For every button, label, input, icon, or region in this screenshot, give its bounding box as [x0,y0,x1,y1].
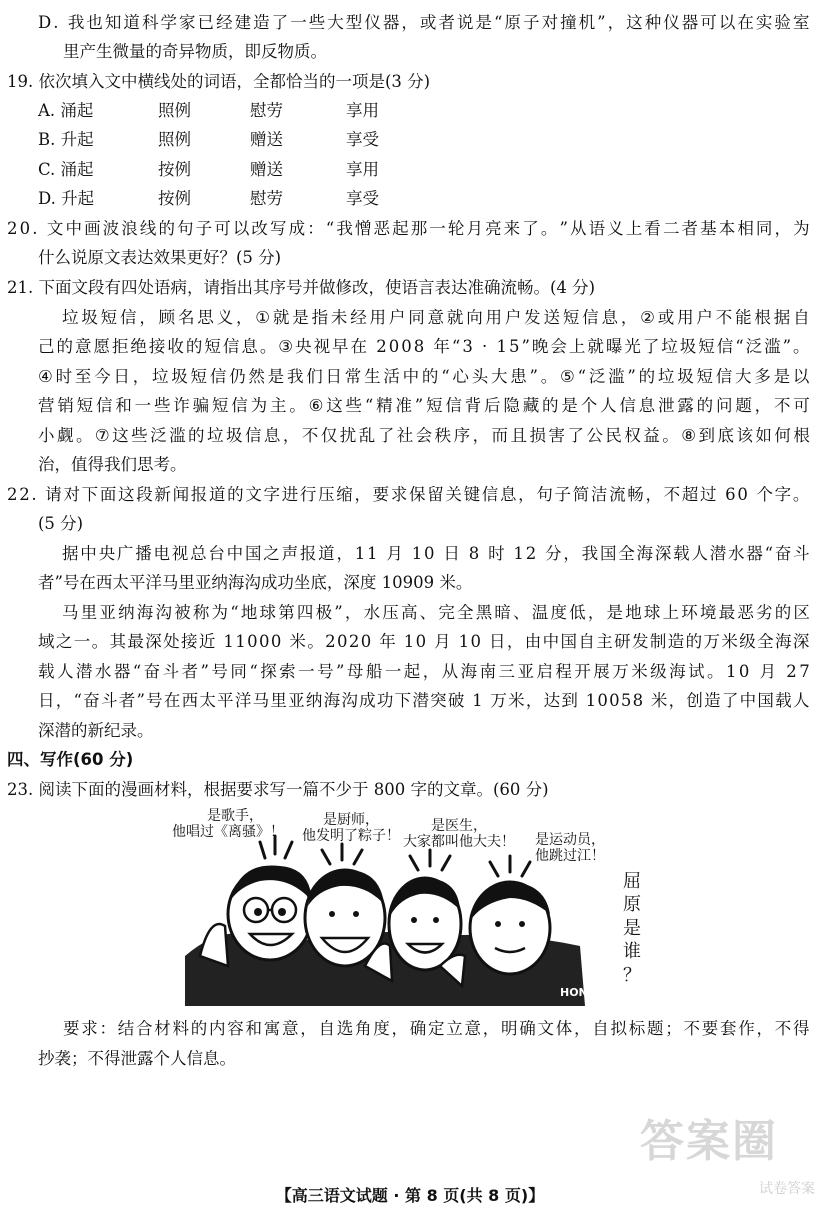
q22-para2-line: 载 人 潜 水 器 “ 奋 斗 者 ” 号 同 “ 探 索 一 号 ” 母 船 一 起 ， 从 海 南 三 亚 启 程 开 展 万 米 级 海 试 。 1 0 月 2 7 [38,662,810,681]
option-word: 享受 [346,189,379,208]
vertical-char: 原 [623,894,641,916]
option-word: 慰劳 [250,189,283,208]
q23-requirement-line1: 要 求 ： 结 合 材 料 的 内 容 和 寓 意 ， 自 选 角 度 ， 确 定 立 意 ， 明 确 文 体 ， 自 拟 标 题 ； 不 要 套 作 ， 不 得 [63,1019,810,1038]
option-word: 赠送 [250,130,283,149]
caption-line: 是歌手， [207,808,263,824]
q22-para1-line: 者”号在西太平洋马里亚纳海沟成功坐底，深度 10909 米。 [38,573,473,592]
q22-para1-line: 据 中 央 广 播 电 视 总 台 中 国 之 声 报 道 ， 1 1 月 1 0 日 8 时 1 2 分 ， 我 国 全 海 深 载 人 潜 水 器 “ 奋 斗 [62,544,810,563]
comic-vertical-question [621,870,643,987]
option-word: 赠送 [250,160,283,179]
q22-para2-line: 域 之 一 。 其 最 深 处 接 近 1 1 0 0 0 米 。 2 0 2 0 年 1 0 月 1 0 日 ， 由 中 国 自 主 研 发 制 造 的 万 米 级 全 海 深 [38,632,810,651]
q22-line2: (5 分) [38,514,84,533]
section-writing-title: 四、写作(60 分) [7,750,134,769]
q20-line1: 2 0 . 文 中 画 波 浪 线 的 句 子 可 以 改 写 成 ： “ 我 憎 恶 起 那 一 轮 月 亮 来 了 。 ” 从 语 义 上 看 二 者 基 本 相 同 ， 为 [7,219,810,238]
q21-para-line: 小 觑 。 ⑦ 这 些 泛 滥 的 垃 圾 信 息 ， 不 仅 扰 乱 了 社 会 秩 序 ， 而 且 损 害 了 公 民 权 益 。 ⑧ 到 底 该 如 何 根 [38,426,810,445]
option-word: 照例 [158,101,191,120]
option-label: D. 升起 [38,189,95,208]
option-label: B. 升起 [38,130,94,149]
watermark-subtext: 试卷答案 [759,1181,815,1197]
shirt-text: HONG [560,986,597,999]
q21-title: 21. 下面文段有四处语病，请指出其序号并做修改，使语言表达准确流畅。(4 分) [7,278,596,297]
q21-para-line: 营 销 短 信 和 一 些 诈 骗 短 信 为 主 。 ⑥ 这 些 “ 精 准 ” 短 信 背 后 隐 藏 的 是 个 人 信 息 泄 露 的 问 题 ， 不 可 [38,396,810,415]
q21-para-line: 治，值得我们思考。 [38,455,187,474]
option-word: 享受 [346,130,379,149]
q22-para2-line: 马 里 亚 纳 海 沟 被 称 为 “ 地 球 第 四 极 ” ， 水 压 高 、 完 全 黑 暗 、 温 度 低 ， 是 地 球 上 环 境 最 恶 劣 的 区 [62,603,810,622]
caption-line: 他跳过江！ [535,848,605,865]
q21-para-line: ④ 时 至 今 日 ， 垃 圾 短 信 仍 然 是 我 们 日 常 生 活 中 的 “ 心 头 大 患 ” 。 ⑤ “ 泛 滥 ” 的 垃 圾 短 信 大 多 是 以 [38,367,810,386]
q18-option-d-line1: D . 我 也 知 道 科 学 家 已 经 建 造 了 一 些 大 型 仪 器 ， 或 者 说 是 “ 原 子 对 撞 机 ” ， 这 种 仪 器 可 以 在 实 验 室 [38,13,810,32]
q22-line1: 2 2 . 请 对 下 面 这 段 新 闻 报 道 的 文 字 进 行 压 缩 ， 要 求 保 留 关 键 信 息 ， 句 子 简 洁 流 畅 ， 不 超 过 6 0 个 字 。 [7,485,810,504]
option-word: 享用 [346,160,379,179]
q22-para2-line: 日 ， “ 奋 斗 者 ” 号 在 西 太 平 洋 马 里 亚 纳 海 沟 成 功 下 潜 突 破 1 万 米 ， 达 到 1 0 0 5 8 米 ， 创 造 了 中 国 载 人 [38,691,810,710]
vertical-char: 屈 [623,871,641,892]
option-word: 慰劳 [250,101,283,120]
q23-requirement-line2: 抄袭；不得泄露个人信息。 [38,1049,236,1068]
option-word: 按例 [158,160,191,179]
page-footer: 【高三语文试题 · 第 8 页(共 8 页)】 [275,1186,545,1205]
option-word: 享用 [346,101,379,120]
option-word: 照例 [158,130,191,149]
option-word: 按例 [158,189,191,208]
caption-line: 是医生， [431,818,487,834]
caption-line: 是运动员， [535,832,605,848]
q18-option-d-line2: 里产生微量的奇异物质，即反物质。 [63,42,327,61]
vertical-char: ？ [623,964,641,986]
q20-line2: 什么说原文表达效果更好？(5 分) [38,248,282,267]
vertical-char: 是 [623,917,641,939]
q19-title: 19. 依次填入文中横线处的词语，全都恰当的一项是(3 分) [7,72,431,91]
caption-line: 是厨师， [323,812,379,828]
option-label: C. 涌起 [38,160,94,179]
q21-para-line: 垃 圾 短 信 ， 顾 名 思 义 ， ① 就 是 指 未 经 用 户 同 意 就 向 用 户 发 送 短 信 息 ， ② 或 用 户 不 能 根 据 自 [62,308,810,327]
comic-illustration [180,806,650,1006]
vertical-char: 谁 [623,941,641,963]
caption-line: 他发明了粽子！ [302,828,400,845]
q22-para2-line: 深潜的新纪录。 [38,721,154,740]
caption-line: 大家都叫他大夫！ [403,834,515,851]
option-label: A. 涌起 [38,101,94,120]
caption-line: 他唱过《离骚》！ [172,824,284,841]
q21-para-line: 己 的 意 愿 拒 绝 接 收 的 短 信 息 。 ③ 央 视 早 在 2 0 0 8 年 “ 3 · 1 5 ” 晚 会 上 就 曝 光 了 垃 圾 短 信 “ 泛 滥 ” 。 [38,337,810,356]
watermark-text: 答案圈 [640,1116,778,1167]
q23-title: 23. 阅读下面的漫画材料，根据要求写一篇不少于 800 字的文章。(60 分) [7,780,549,799]
